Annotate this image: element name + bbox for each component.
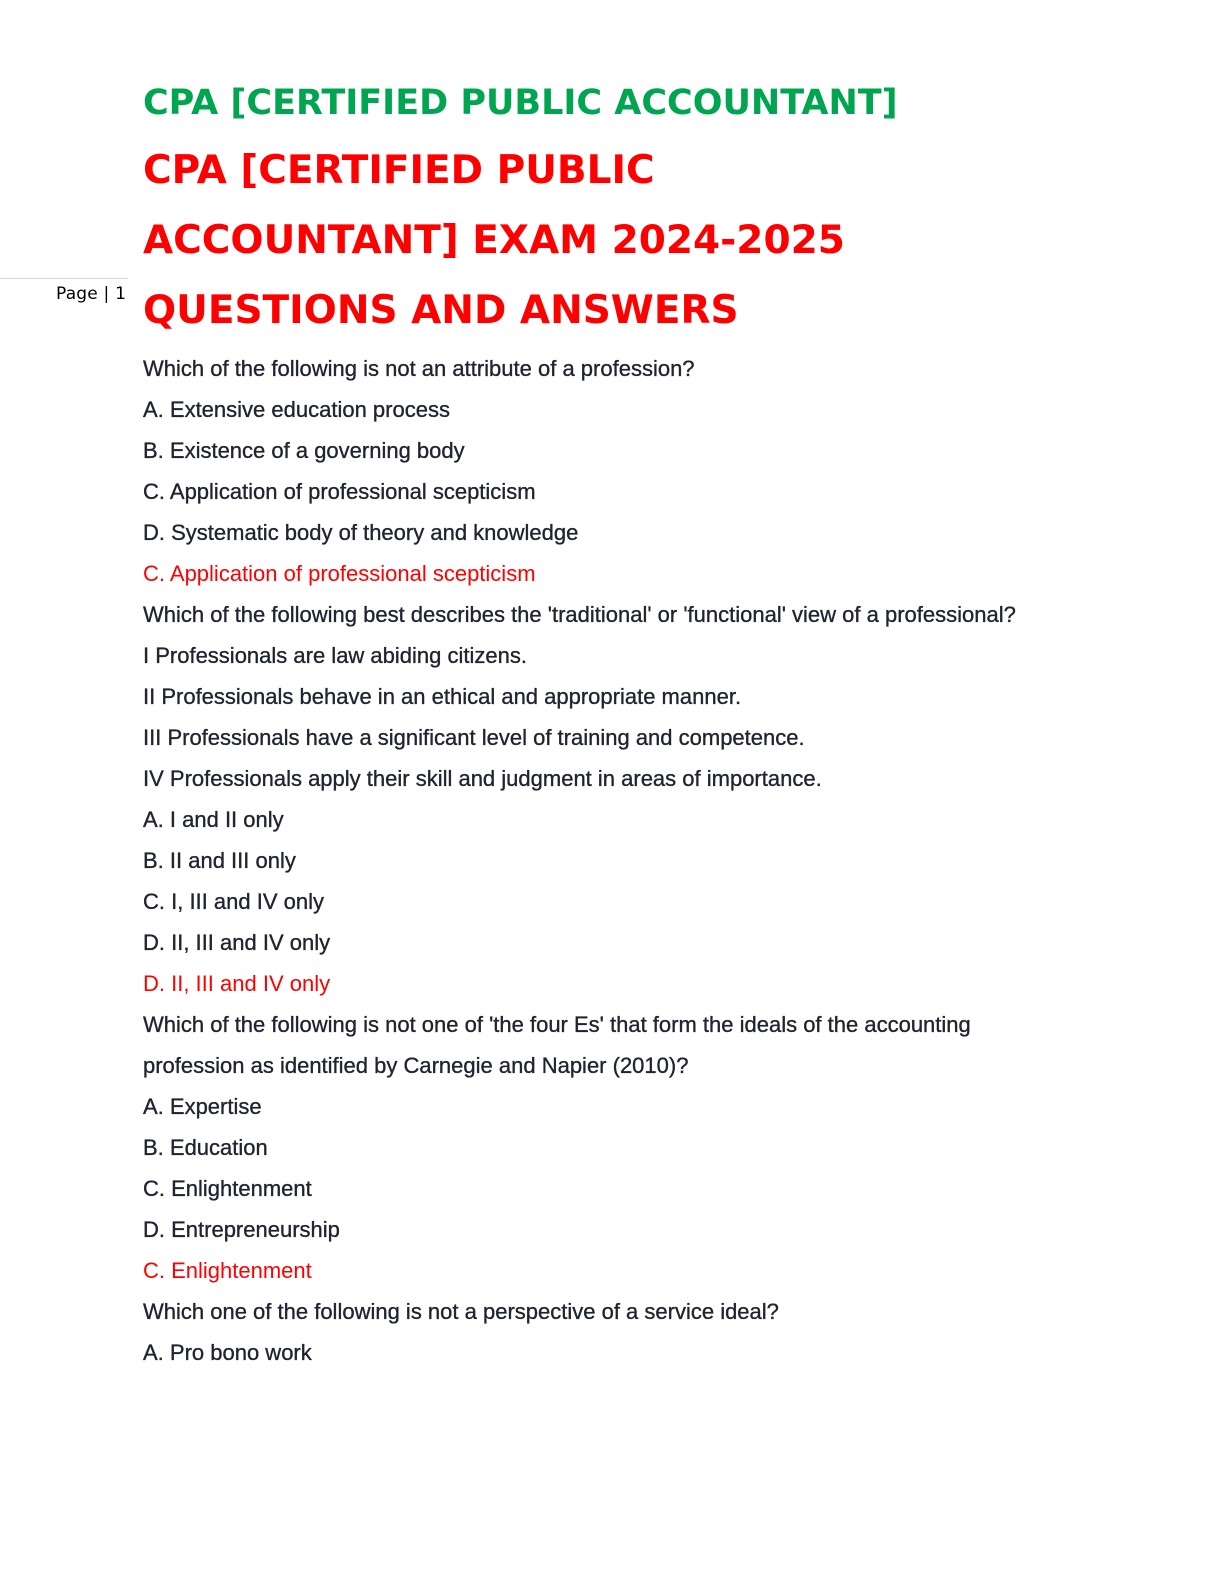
option: D. Entrepreneurship xyxy=(143,1217,340,1242)
top-title: CPA [CERTIFIED PUBLIC ACCOUNTANT] xyxy=(143,83,898,123)
statement: III Professionals have a significant level of training and competence. xyxy=(143,725,805,750)
page-number: Page | 1 xyxy=(56,284,127,304)
option: C. Enlightenment xyxy=(143,1176,312,1201)
answer: C. Application of professional scepticism xyxy=(143,561,536,586)
statement: II Professionals behave in an ethical and appropriate manner. xyxy=(143,684,742,709)
question-text: Which of the following is not an attribute of a profession? xyxy=(143,356,695,381)
question-text: Which of the following best describes the 'traditional' or 'functional' view of a professional? xyxy=(143,602,1016,627)
question-block xyxy=(143,1291,1143,1373)
option: B. Education xyxy=(143,1135,268,1160)
option: A. Pro bono work xyxy=(143,1340,312,1365)
question-text: Which one of the following is not a perspective of a service ideal? xyxy=(143,1299,779,1324)
option: B. Existence of a governing body xyxy=(143,438,465,463)
option: D. Systematic body of theory and knowledge xyxy=(143,520,579,545)
option: A. Expertise xyxy=(143,1094,262,1119)
main-title: CPA [CERTIFIED PUBLIC ACCOUNTANT] EXAM 2024-2025 QUESTIONS AND ANSWERS xyxy=(143,148,845,333)
document-body xyxy=(143,78,1143,1373)
question-block xyxy=(143,594,1143,1004)
statement: I Professionals are law abiding citizens. xyxy=(143,643,527,668)
answer: C. Enlightenment xyxy=(143,1258,312,1283)
question-list xyxy=(143,348,1143,1373)
question-block xyxy=(143,348,1143,594)
option: C. I, III and IV only xyxy=(143,889,324,914)
option: C. Application of professional scepticism xyxy=(143,479,536,504)
option: D. II, III and IV only xyxy=(143,930,331,955)
option: B. II and III only xyxy=(143,848,296,873)
option: A. I and II only xyxy=(143,807,284,832)
question-text: Which of the following is not one of 'the four Es' that form the ideals of the accounting profession as identified by Carnegie and Napier (2010)? xyxy=(143,1012,971,1078)
answer: D. II, III and IV only xyxy=(143,971,331,996)
question-block xyxy=(143,1004,1143,1291)
option: A. Extensive education process xyxy=(143,397,450,422)
statement: IV Professionals apply their skill and judgment in areas of importance. xyxy=(143,766,822,791)
page-margin-rule xyxy=(0,278,128,279)
